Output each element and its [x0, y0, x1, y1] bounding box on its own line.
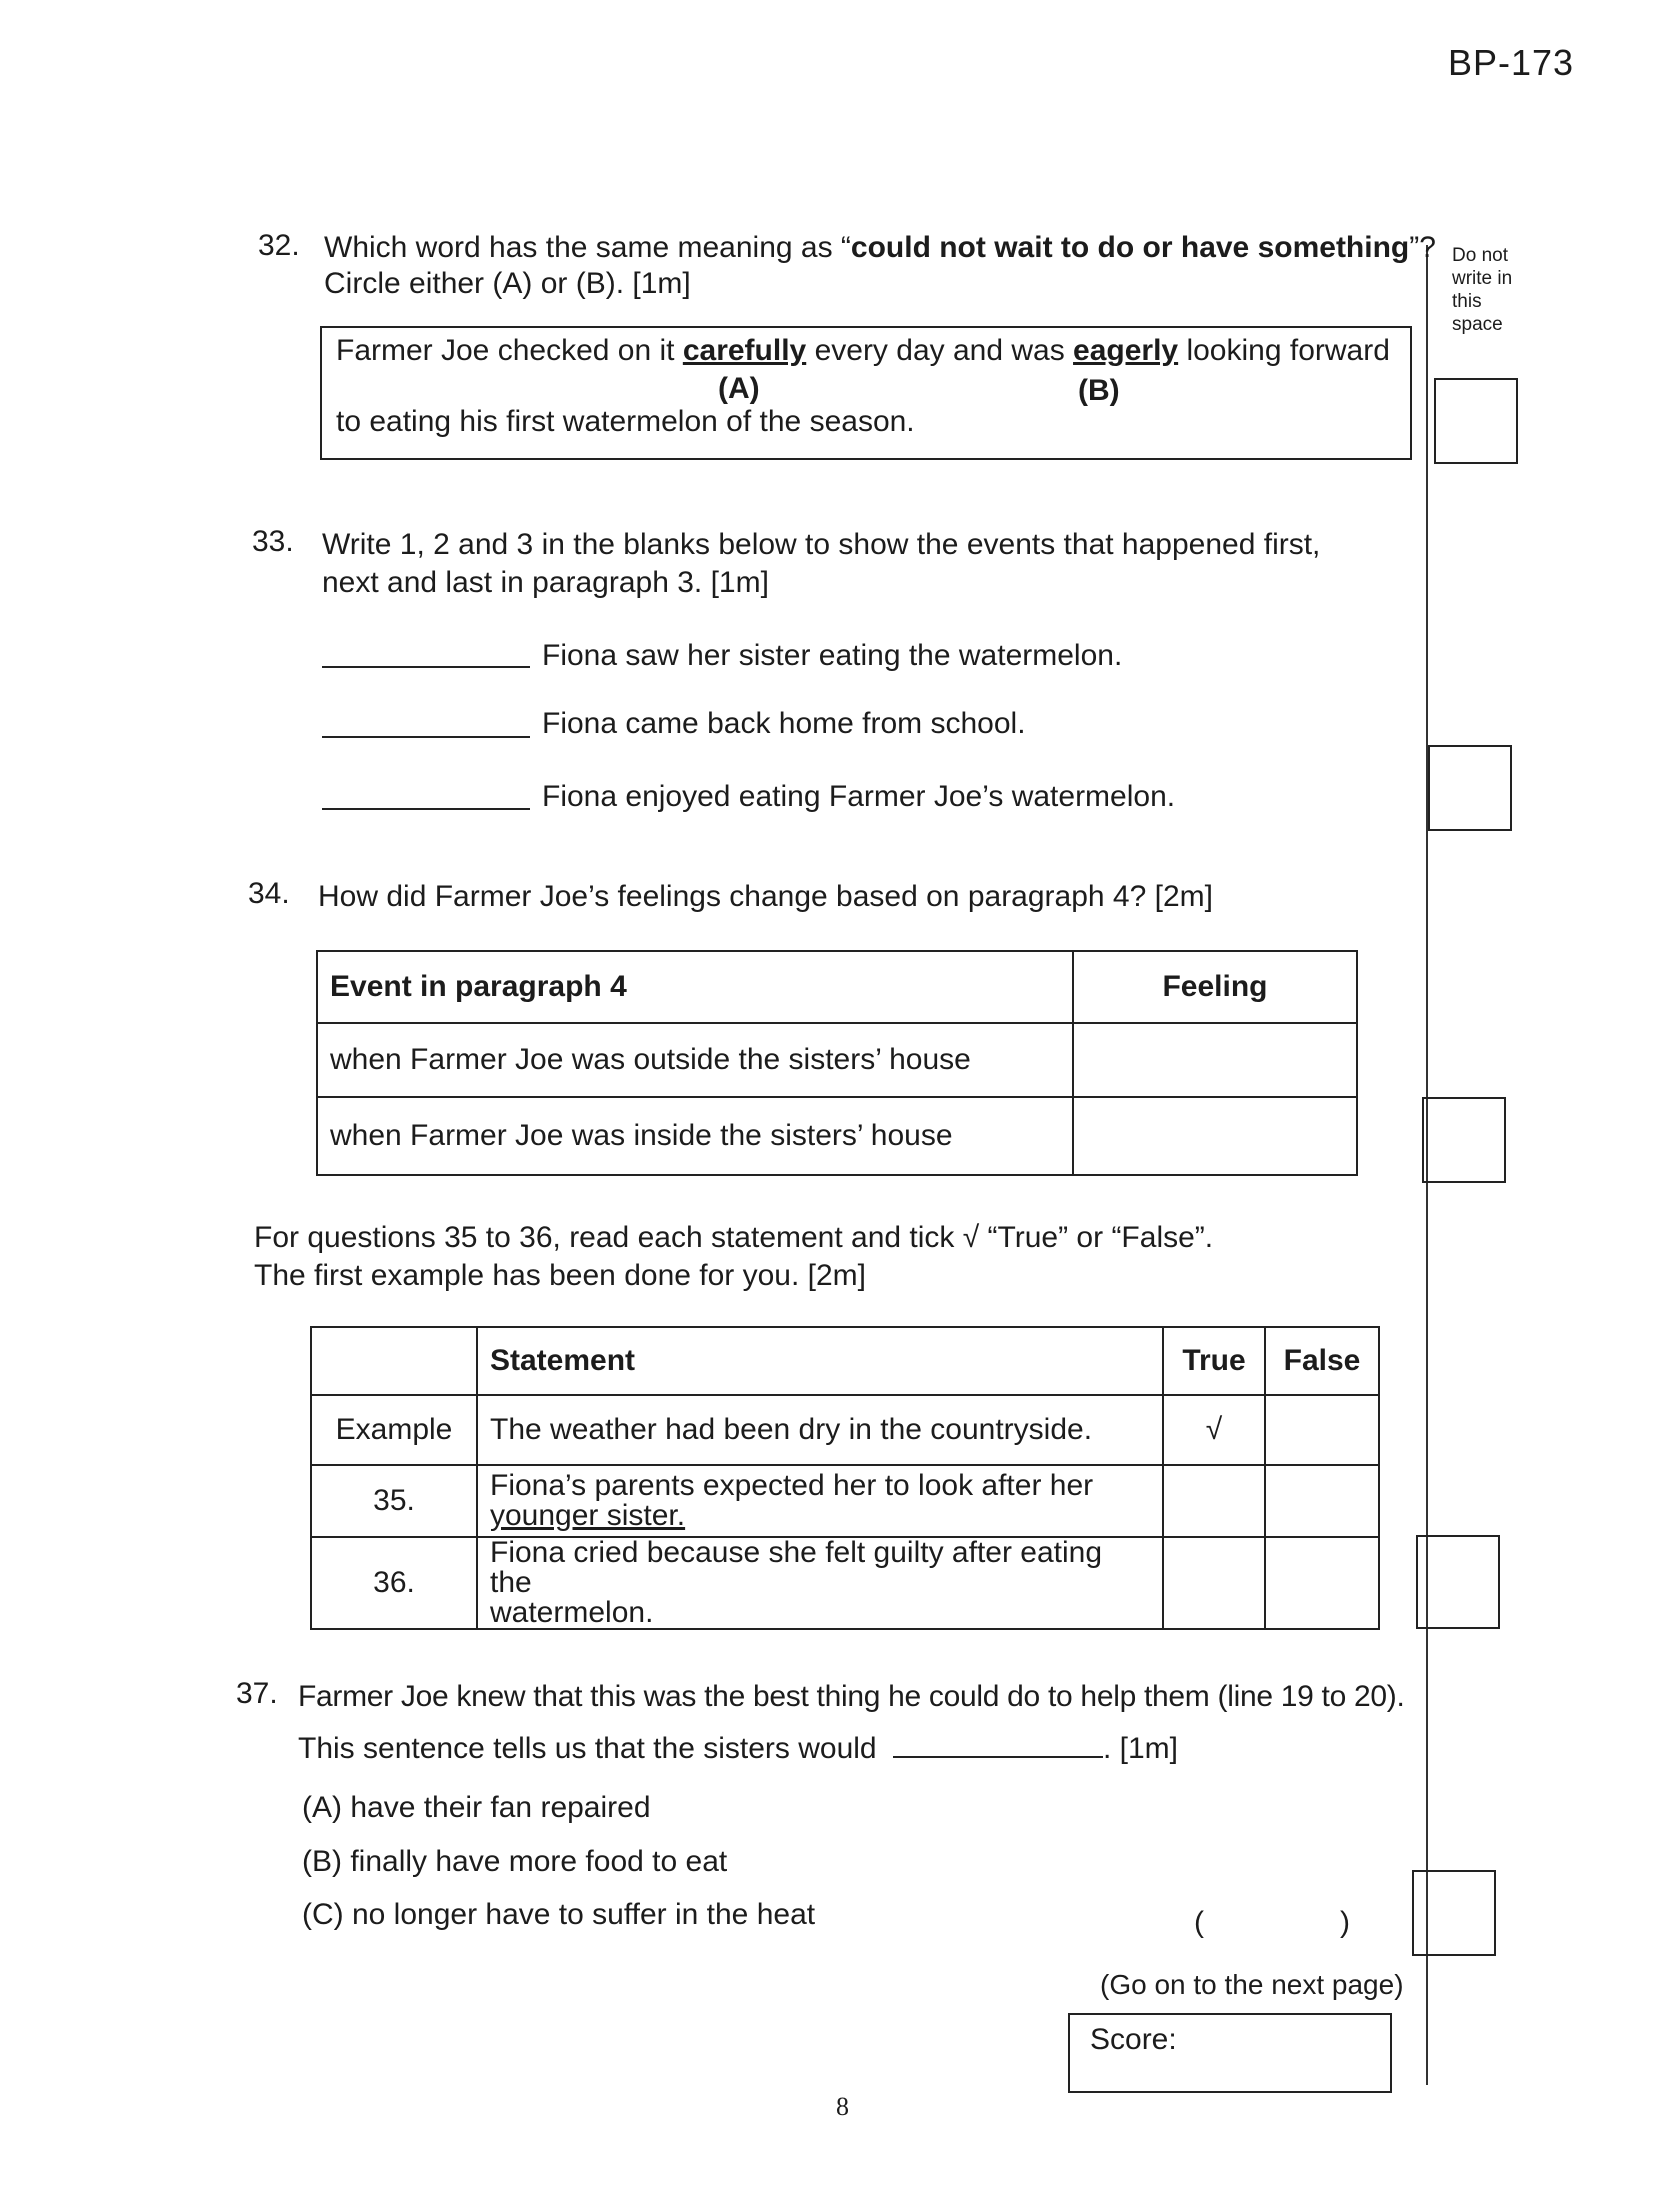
table-header	[311, 1327, 477, 1395]
statement-cell	[477, 1465, 1163, 1537]
passage-excerpt-line-1	[336, 333, 1390, 369]
false-tick-cell[interactable]	[1265, 1395, 1379, 1465]
row-label: Example	[311, 1395, 477, 1465]
statement-line: Fiona’s parents expected her to look after her	[490, 1469, 1094, 1502]
marks-box-q37[interactable]	[1412, 1870, 1496, 1956]
true-tick-cell[interactable]: √	[1163, 1395, 1265, 1465]
option-c[interactable]: (C) no longer have to suffer in the heat	[302, 1898, 816, 1931]
question-34-text: How did Farmer Joe’s feelings change based on paragraph 4? [2m]	[318, 880, 1213, 913]
question-33-text-line-1: Write 1, 2 and 3 in the blanks below to show the events that happened first,	[322, 528, 1321, 561]
statement-cell	[477, 1537, 1163, 1629]
row-label: 36.	[311, 1537, 477, 1629]
question-text: ”?	[1409, 231, 1436, 264]
option-b-word[interactable]: eagerly	[1073, 334, 1179, 367]
false-tick-cell[interactable]	[1265, 1537, 1379, 1629]
table-header: Feeling	[1073, 951, 1357, 1023]
answer-bracket-space[interactable]	[1214, 1905, 1334, 1941]
true-tick-cell[interactable]	[1163, 1537, 1265, 1629]
passage-excerpt-line-2: to eating his first watermelon of the season.	[336, 405, 915, 438]
statement-line: Fiona cried because she felt guilty after eating the	[490, 1536, 1103, 1599]
question-number: 32.	[258, 229, 300, 262]
margin-note	[1452, 244, 1512, 336]
row-label: 35.	[311, 1465, 477, 1537]
option-a-word[interactable]: carefully	[682, 334, 807, 367]
marks-box-q34[interactable]	[1422, 1097, 1506, 1183]
question-number: 37.	[236, 1677, 278, 1710]
option-a-label: (A)	[718, 372, 760, 405]
table-header: False	[1265, 1327, 1379, 1395]
excerpt-text: Farmer Joe checked on it	[336, 334, 683, 367]
question-33-text-line-2: next and last in paragraph 3. [1m]	[322, 566, 769, 599]
table-cell-event: when Farmer Joe was outside the sisters’ house	[317, 1023, 1073, 1097]
sequence-event: Fiona enjoyed eating Farmer Joe’s watermelon.	[542, 780, 1176, 813]
margin-note-line: Do not	[1452, 245, 1508, 266]
statement-line: watermelon.	[490, 1596, 654, 1629]
sequence-blank[interactable]	[322, 630, 530, 668]
sequence-event: Fiona came back home from school.	[542, 707, 1026, 740]
true-false-instruction-line-1: For questions 35 to 36, read each statement and tick √ “True” or “False”.	[254, 1221, 1214, 1254]
answer-bracket-open: (	[1194, 1906, 1204, 1939]
answer-bracket-close: )	[1340, 1906, 1350, 1939]
sequence-event: Fiona saw her sister eating the watermelon.	[542, 639, 1123, 672]
excerpt-text: looking forward	[1178, 334, 1390, 367]
feelings-table	[316, 950, 1358, 1176]
true-tick-cell[interactable]	[1163, 1465, 1265, 1537]
question-text: Which word has the same meaning as “	[324, 231, 851, 264]
margin-note-line: write in	[1452, 268, 1513, 289]
option-b[interactable]: (B) finally have more food to eat	[302, 1845, 728, 1878]
question-number: 34.	[248, 877, 290, 910]
sequence-blank[interactable]	[322, 772, 530, 810]
answer-blank[interactable]	[893, 1730, 1103, 1758]
option-a[interactable]: (A) have their fan repaired	[302, 1791, 651, 1824]
true-false-table	[310, 1326, 1380, 1630]
margin-note-line: this	[1452, 291, 1482, 312]
score-label: Score:	[1090, 2023, 1177, 2056]
excerpt-text: every day and was	[806, 334, 1074, 367]
question-text: This sentence tells us that the sisters would	[298, 1732, 877, 1765]
true-false-instruction-line-2: The first example has been done for you. [2m]	[254, 1259, 866, 1292]
table-header: True	[1163, 1327, 1265, 1395]
option-b-label: (B)	[1078, 374, 1120, 407]
go-on-note: (Go on to the next page)	[1100, 1969, 1404, 2000]
feeling-answer-cell[interactable]	[1073, 1097, 1357, 1175]
marks-box-q33[interactable]	[1428, 745, 1512, 831]
target-meaning: could not wait to do or have something	[850, 231, 1410, 264]
question-32-text	[324, 230, 1436, 266]
sequence-blank[interactable]	[322, 700, 530, 738]
false-tick-cell[interactable]	[1265, 1465, 1379, 1537]
question-32-instruction: Circle either (A) or (B). [1m]	[324, 267, 691, 300]
page-code: BP-173	[1448, 42, 1575, 83]
question-37-text-line-2	[298, 1730, 1178, 1767]
statement-cell: The weather had been dry in the countryside.	[477, 1395, 1163, 1465]
table-header: Event in paragraph 4	[317, 951, 1073, 1023]
feeling-answer-cell[interactable]	[1073, 1023, 1357, 1097]
question-text: . [1m]	[1102, 1732, 1178, 1765]
marks-box-q35-36[interactable]	[1416, 1535, 1500, 1629]
statement-line: younger sister.	[490, 1499, 686, 1532]
margin-note-line: space	[1452, 314, 1503, 335]
question-number: 33.	[252, 525, 294, 558]
question-37-text-line-1: Farmer Joe knew that this was the best thing he could do to help them (line 19 to 20).	[298, 1680, 1405, 1713]
table-cell-event: when Farmer Joe was inside the sisters’ house	[317, 1097, 1073, 1175]
page-number: 8	[836, 2092, 849, 2121]
marks-box-q32[interactable]	[1434, 378, 1518, 464]
table-header: Statement	[477, 1327, 1163, 1395]
